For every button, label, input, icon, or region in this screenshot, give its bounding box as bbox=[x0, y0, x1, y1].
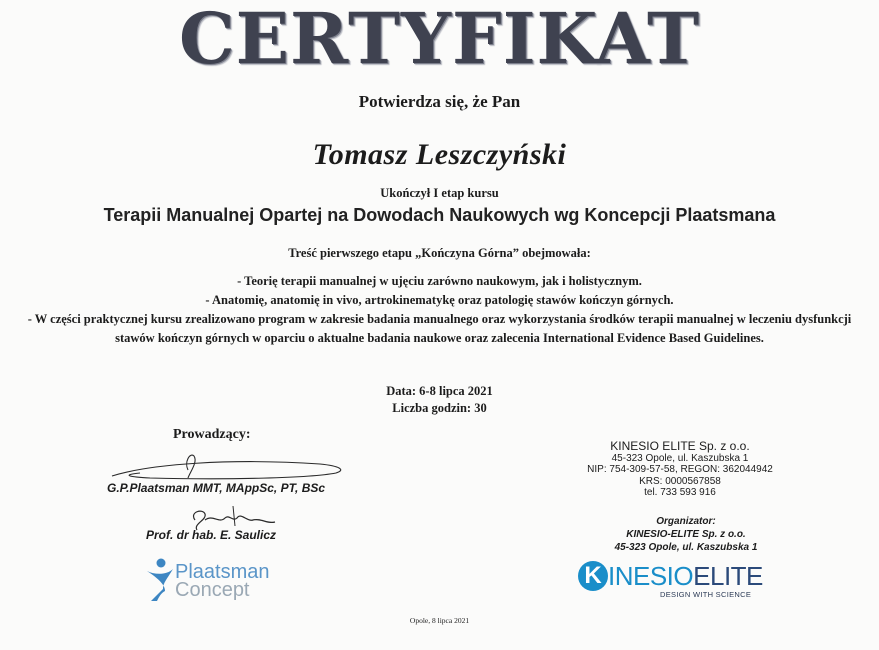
plaatsman-figure-icon bbox=[145, 557, 175, 603]
recipient-name: Tomasz Leszczyński bbox=[312, 138, 567, 171]
company-stamp bbox=[580, 441, 780, 499]
plaatsman-concept-logo bbox=[145, 555, 285, 605]
stamp-company: KINESIO ELITE Sp. z o.o. bbox=[610, 439, 750, 453]
plaatsman-logo-word: Plaatsman bbox=[175, 561, 270, 583]
stamp-address: 45-323 Opole, ul. Kaszubska 1 bbox=[611, 452, 749, 464]
course-date: Data: 6-8 lipca 2021 bbox=[386, 384, 493, 398]
certificate-title: CERTYFIKAT bbox=[178, 0, 701, 80]
content-list bbox=[20, 272, 859, 348]
leader-2-name: Prof. dr hab. E. Saulicz bbox=[146, 528, 277, 542]
content-item: - W części praktycznej kursu zrealizowano program w zakresie badania manualnego oraz wykorzystania środków terapii manualnej w leczeniu dysfunkcji stawów kończyn górnych w oparciu o aktualne badania naukowe oraz zalecenia International Evidence Based Guidelines. bbox=[27, 312, 852, 345]
content-item: - Teorię terapii manualnej w ujęciu zarówno naukowym, jak i holistycznym. bbox=[237, 274, 642, 288]
content-intro: Treść pierwszego etapu „Kończyna Górna” obejmowała: bbox=[288, 246, 591, 260]
leaders-label: Prowadzący: bbox=[173, 427, 251, 442]
kinesio-tagline: DESIGN WITH SCIENCE bbox=[660, 590, 752, 599]
organizer-address: 45-323 Opole, ul. Kaszubska 1 bbox=[614, 542, 758, 553]
course-name: Terapii Manualnej Opartej na Dowodach Naukowych wg Koncepcji Plaatsmana bbox=[103, 205, 776, 225]
organizer-block bbox=[576, 515, 796, 554]
intro-text: Potwierdza się, że Pan bbox=[358, 92, 521, 111]
leader-1-name: G.P.Plaatsman MMT, MAppSc, PT, BSc bbox=[107, 481, 326, 495]
concept-logo-word: Concept bbox=[175, 579, 250, 601]
place-date: Opole, 8 lipca 2021 bbox=[409, 616, 470, 625]
organizer-company: KINESIO-ELITE Sp. z o.o. bbox=[626, 529, 746, 540]
organizer-label: Organizator: bbox=[656, 516, 716, 527]
stamp-phone: tel. 733 593 916 bbox=[644, 487, 716, 498]
kinesio-wordmark: INESIOELITE bbox=[608, 561, 763, 591]
course-hours: Liczba godzin: 30 bbox=[392, 401, 487, 415]
completion-text: Ukończył I etap kursu bbox=[380, 186, 499, 200]
content-item: - Anatomię, anatomię in vivo, artrokinematykę oraz patologię stawów kończyn górnych. bbox=[205, 293, 674, 307]
kinesio-k-icon: K bbox=[578, 561, 608, 591]
kinesio-elite-logo bbox=[578, 560, 778, 604]
stamp-ids: NIP: 754-309-57-58, REGON: 362044942 bbox=[587, 464, 773, 475]
stamp-krs: KRS: 0000567858 bbox=[639, 475, 721, 487]
course-details bbox=[0, 383, 879, 417]
